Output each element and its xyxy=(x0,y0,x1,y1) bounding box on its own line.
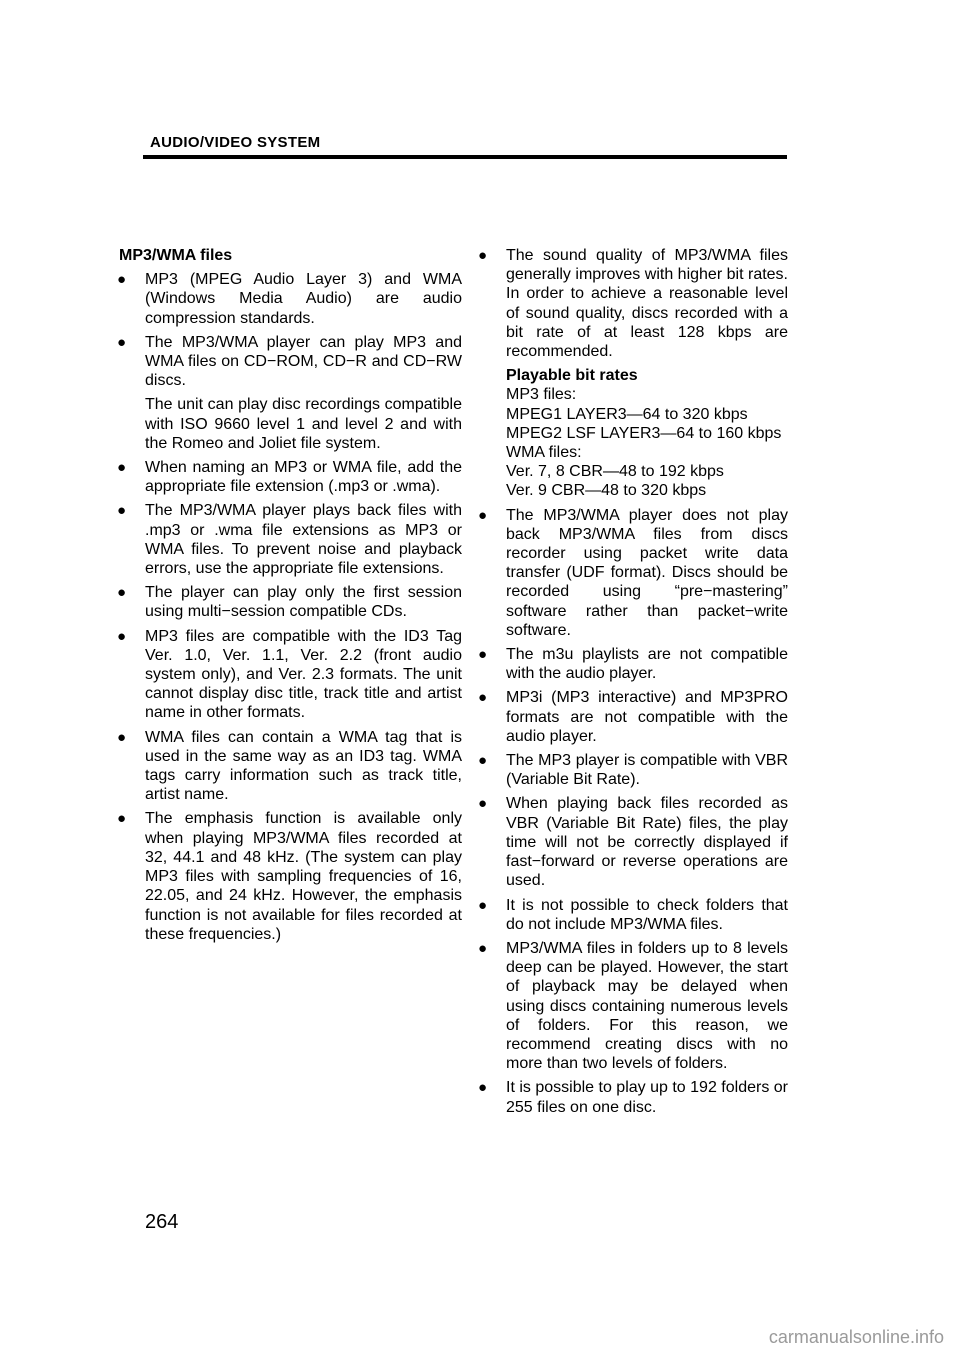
list-item-text: The MP3 player is compatible with VBR (Variable Bit Rate). xyxy=(506,752,788,789)
bullet-icon: ● xyxy=(117,728,127,746)
bullet-icon: ● xyxy=(478,1079,488,1097)
list-item xyxy=(478,939,788,1073)
list-item-text: MP3 files are compatible with the ID3 Tag Ver. 1.0, Ver. 1.1, Ver. 2.2 (front audio system only), and Ver. 2.3 formats. The unit cannot display disc title, track title and artist name in other formats. xyxy=(145,627,462,722)
list-item-text: The sound quality of MP3/WMA files generally improves with higher bit rates. In order to achieve a reasonable level of sound quality, discs recorded with a bit rate of at least 128 kbps are recommended. xyxy=(506,247,788,361)
bitrate-line: MP3 files: xyxy=(506,386,577,404)
bullet-icon: ● xyxy=(478,506,488,524)
list-item-text: When naming an MP3 or WMA file, add the appropriate file extension (.mp3 or .wma). xyxy=(145,459,462,496)
bullet-icon: ● xyxy=(478,752,488,770)
bitrate-line: Ver. 7, 8 CBR—48 to 192 kbps xyxy=(506,463,724,481)
bullet-icon: ● xyxy=(117,584,127,602)
list-item-text: The MP3/WMA player can play MP3 and WMA files on CD−ROM, CD−R and CD−RW discs. xyxy=(145,333,462,390)
list-item xyxy=(117,333,462,453)
bullet-icon: ● xyxy=(117,810,127,828)
list-item-text: The MP3/WMA player does not play back MP3/WMA files from discs recorder using packet write data transfer (UDF format). Discs should be recorded using “pre−mastering” software rather than packet−write software. xyxy=(506,506,788,639)
list-item xyxy=(117,458,462,496)
list-item-text: It is possible to play up to 192 folders or 255 files on one disc. xyxy=(506,1079,788,1116)
list-item-note: The unit can play disc recordings compatible with ISO 9660 level 1 and level 2 and with the Romeo and Joliet file system. xyxy=(145,396,462,452)
list-item-text: MP3/WMA files in folders up to 8 levels deep can be played. However, the start of playback may be delayed when using discs containing numerous levels of folders. For this reason, we recommend creating discs with no more than two levels of folders. xyxy=(506,939,788,1073)
page-number: 264 xyxy=(145,1211,179,1233)
bullet-icon: ● xyxy=(478,646,488,664)
list-item xyxy=(117,809,462,943)
list-item xyxy=(117,583,462,621)
list-item xyxy=(478,1078,788,1116)
list-item xyxy=(478,506,788,640)
right-column xyxy=(478,246,788,1122)
bullet-icon: ● xyxy=(478,247,488,264)
list-item xyxy=(478,751,788,789)
bullet-icon: ● xyxy=(117,502,127,520)
bullet-icon: ● xyxy=(117,627,127,645)
list-item-text: The emphasis function is available only when playing MP3/WMA files recorded at 32, 44.1 and 48 kHz. (The system can play MP3 files with sampling frequencies of 16, 22.05, and 24 kHz. However, the emphasis function is not available for files recorded at these frequencies.) xyxy=(145,810,462,943)
list-item xyxy=(478,645,788,683)
header-rule xyxy=(143,155,787,159)
bitrate-line: MPEG2 LSF LAYER3—64 to 160 kbps xyxy=(506,424,782,442)
list-item xyxy=(478,246,788,501)
list-item-text: The player can play only the first session using multi−session compatible CDs. xyxy=(145,584,462,621)
list-item xyxy=(117,627,462,723)
bitrate-line: Ver. 9 CBR—48 to 320 kbps xyxy=(506,482,707,500)
list-item xyxy=(478,896,788,934)
bitrate-line: WMA files: xyxy=(506,444,582,462)
list-item-text: MP3 (MPEG Audio Layer 3) and WMA (Windows Media Audio) are audio compression standards. xyxy=(145,271,462,327)
list-item xyxy=(478,688,788,746)
bullet-icon: ● xyxy=(478,795,488,813)
list-item xyxy=(117,728,462,805)
list-item-text: The m3u playlists are not compatible with the audio player. xyxy=(506,646,788,683)
bullet-icon: ● xyxy=(478,689,488,707)
bullet-icon: ● xyxy=(117,459,127,477)
bullet-icon: ● xyxy=(117,333,127,351)
list-item-text: MP3i (MP3 interactive) and MP3PRO formats are not compatible with the audio player. xyxy=(506,689,788,745)
bitrates-heading: Playable bit rates xyxy=(506,367,638,385)
bullet-icon: ● xyxy=(478,939,488,957)
section-heading: MP3/WMA files xyxy=(119,247,233,264)
bullet-icon: ● xyxy=(117,271,127,289)
list-item-text: When playing back files recorded as VBR (Variable Bit Rate) files, the play time will not be correctly displayed if fast−forward or reverse operations are used. xyxy=(506,795,788,890)
list-item-text: The MP3/WMA player plays back files with .mp3 or .wma file extensions as MP3 or WMA files. To prevent noise and playback errors, use the appropriate file extensions. xyxy=(145,502,462,578)
list-item-text: WMA files can contain a WMA tag that is used in the same way as an ID3 tag. WMA tags carry information such as track title, artist name. xyxy=(145,728,462,804)
bitrates-list xyxy=(506,385,788,500)
bitrate-line: MPEG1 LAYER3—64 to 320 kbps xyxy=(506,405,748,423)
list-item xyxy=(478,794,788,890)
list-item-text: It is not possible to check folders that do not include MP3/WMA files. xyxy=(506,896,788,933)
left-column xyxy=(117,246,462,949)
bullet-icon: ● xyxy=(478,896,488,914)
watermark-text: carmanualsonline.info xyxy=(768,1327,944,1347)
list-item xyxy=(117,270,462,328)
page-header-title: AUDIO/VIDEO SYSTEM xyxy=(150,134,321,151)
list-item xyxy=(117,501,462,578)
